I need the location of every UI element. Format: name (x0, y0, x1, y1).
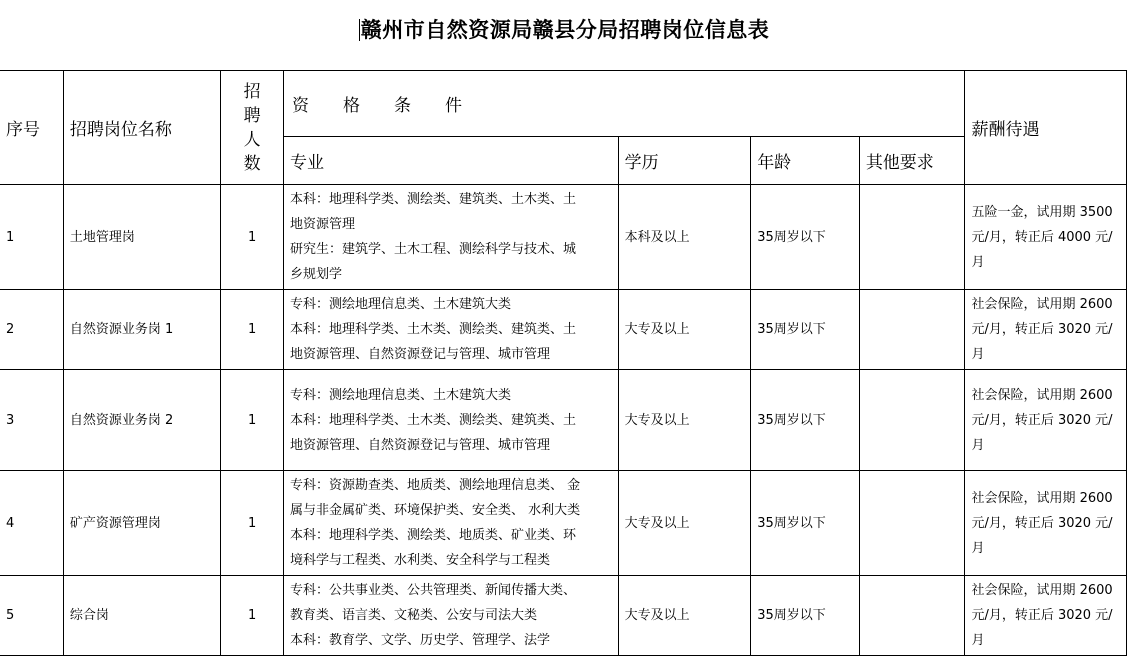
cell-seq: 4 (0, 471, 63, 576)
cell-salary (965, 370, 1127, 471)
recruitment-table (0, 70, 1127, 656)
document-title (0, 14, 1128, 44)
salary-line: 元/月，转正后 3020 元/ (971, 322, 1113, 337)
text-cursor (359, 19, 360, 41)
major-line: 境科学与工程类、水利类、安全科学与工程类 (290, 553, 551, 568)
cell-age: 35周岁以下 (751, 185, 860, 290)
major-line: 专科：公共事业类、公共管理类、新闻传播大类、 (290, 583, 577, 598)
cell-position: 综合岗 (63, 576, 220, 656)
major-line: 教育类、语言类、文秘类、公安与司法大类 (290, 608, 538, 623)
cell-count: 1 (221, 290, 284, 370)
table-row (0, 185, 1127, 290)
salary-line: 月 (971, 254, 985, 270)
header-count-char: 聘 (243, 105, 261, 126)
salary-line: 五险一金，试用期 3500 (971, 204, 1113, 220)
cell-education: 大专及以上 (618, 576, 751, 656)
salary-line: 元/月，转正后 3020 元/ (971, 608, 1113, 623)
cell-major (284, 185, 619, 290)
header-count-char: 人 (243, 129, 261, 150)
cell-position: 自然资源业务岗 2 (63, 370, 220, 471)
major-line: 研究生：建筑学、土木工程、测绘科学与技术、城 (290, 242, 577, 257)
cell-major (284, 290, 619, 370)
major-line: 乡规划学 (290, 267, 343, 282)
salary-line: 社会保险，试用期 2600 (971, 387, 1113, 403)
cell-age: 35周岁以下 (751, 576, 860, 656)
salary-line: 元/月，转正后 3020 元/ (971, 515, 1113, 531)
major-line: 本科：地理科学类、土木类、测绘类、建筑类、土 (290, 322, 577, 337)
header-count (221, 71, 284, 185)
cell-other (859, 471, 965, 576)
cell-seq: 1 (0, 185, 63, 290)
cell-education: 本科及以上 (618, 185, 751, 290)
cell-other (859, 576, 965, 656)
header-seq: 序号 (0, 71, 63, 185)
salary-line: 月 (971, 540, 985, 556)
table-row (0, 471, 1127, 576)
cell-count: 1 (221, 576, 284, 656)
header-salary: 薪酬待遇 (965, 71, 1127, 185)
major-line: 本科：地理科学类、土木类、测绘类、建筑类、土 (290, 412, 577, 428)
cell-seq: 2 (0, 290, 63, 370)
cell-salary (965, 471, 1127, 576)
salary-line: 元/月，转正后 4000 元/ (971, 229, 1113, 245)
salary-line: 社会保险，试用期 2600 (971, 490, 1113, 506)
salary-line: 社会保险，试用期 2600 (971, 297, 1113, 312)
cell-education: 大专及以上 (618, 471, 751, 576)
cell-age: 35周岁以下 (751, 290, 860, 370)
cell-salary (965, 576, 1127, 656)
major-line: 本科：地理科学类、测绘类、建筑类、土木类、土 (290, 192, 577, 207)
major-line: 专科：测绘地理信息类、土木建筑大类 (290, 297, 512, 312)
salary-line: 月 (971, 633, 985, 648)
cell-education: 大专及以上 (618, 290, 751, 370)
header-education: 学历 (618, 137, 751, 185)
table-row (0, 576, 1127, 656)
header-count-char: 数 (243, 153, 261, 174)
major-line: 本科：教育学、文学、历史学、管理学、法学 (290, 633, 551, 648)
salary-line: 元/月，转正后 3020 元/ (971, 412, 1113, 428)
major-line: 地资源管理、自然资源登记与管理、城市管理 (290, 347, 551, 362)
cell-position: 矿产资源管理岗 (63, 471, 220, 576)
major-line: 地资源管理、自然资源登记与管理、城市管理 (290, 437, 551, 453)
table-row (0, 290, 1127, 370)
header-qualifications: 资格条件 (284, 71, 965, 137)
cell-other (859, 370, 965, 471)
cell-count: 1 (221, 471, 284, 576)
cell-salary (965, 290, 1127, 370)
cell-major (284, 471, 619, 576)
cell-major (284, 576, 619, 656)
cell-age: 35周岁以下 (751, 471, 860, 576)
cell-education: 大专及以上 (618, 370, 751, 471)
major-line: 地资源管理 (290, 217, 356, 232)
header-other: 其他要求 (859, 137, 965, 185)
cell-salary (965, 185, 1127, 290)
cell-other (859, 290, 965, 370)
header-major: 专业 (284, 137, 619, 185)
document-title-text: 赣州市自然资源局赣县分局招聘岗位信息表 (360, 17, 770, 42)
salary-line: 社会保险，试用期 2600 (971, 583, 1113, 598)
cell-position: 土地管理岗 (63, 185, 220, 290)
cell-age: 35周岁以下 (751, 370, 860, 471)
salary-line: 月 (971, 437, 985, 453)
cell-position: 自然资源业务岗 1 (63, 290, 220, 370)
cell-count: 1 (221, 370, 284, 471)
major-line: 专科：测绘地理信息类、土木建筑大类 (290, 387, 512, 403)
cell-seq: 3 (0, 370, 63, 471)
salary-line: 月 (971, 347, 985, 362)
table-row (0, 370, 1127, 471)
cell-major (284, 370, 619, 471)
header-count-char: 招 (243, 81, 261, 102)
cell-count: 1 (221, 185, 284, 290)
header-age: 年龄 (751, 137, 860, 185)
major-line: 属与非金属矿类、环境保护类、安全类、 水利大类 (290, 503, 581, 518)
major-line: 专科：资源勘查类、地质类、测绘地理信息类、 金 (290, 478, 581, 493)
cell-other (859, 185, 965, 290)
header-position: 招聘岗位名称 (63, 71, 220, 185)
cell-seq: 5 (0, 576, 63, 656)
major-line: 本科：地理科学类、测绘类、地质类、矿业类、环 (290, 528, 577, 543)
